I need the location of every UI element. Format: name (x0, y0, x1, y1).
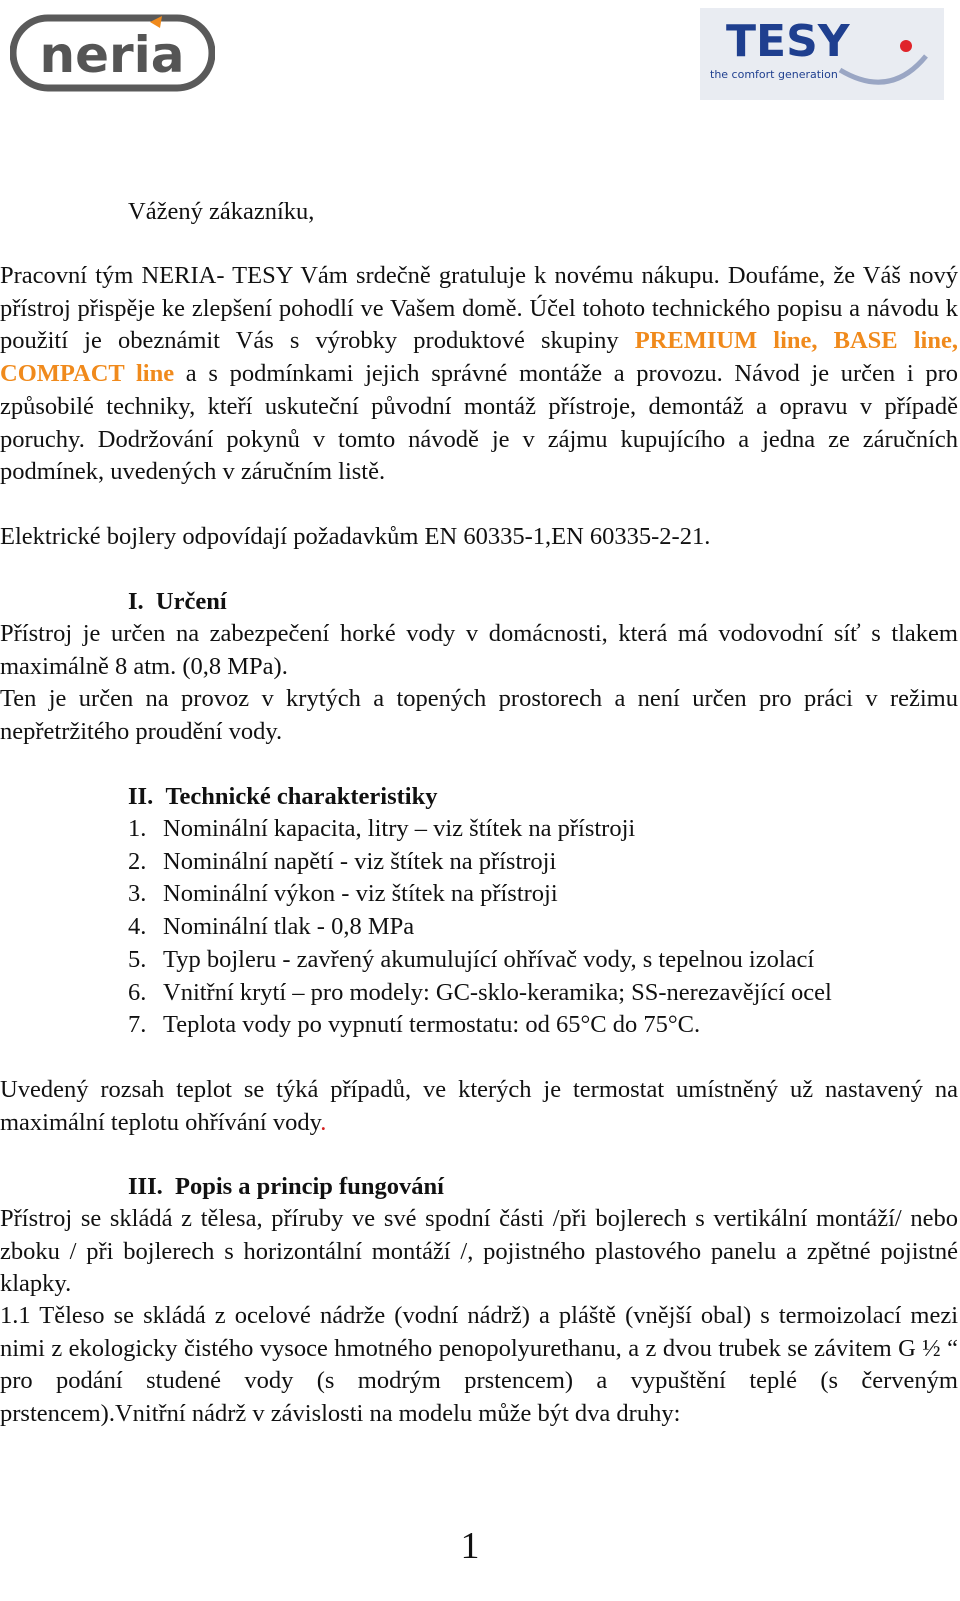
page-number: 1 (460, 1525, 480, 1567)
intro-text-b: a s podmínkami jejich správné montáže a provozu. Návod je určen i pro způsobilé techniky, kteří uskuteční původní montáž přístroje, demontáž a opravu v případě poruchy. Dodržování pokynů v tomto návodě je v zájmu kupujícího a jedna ze záručních podmínek, uvedených v záručním listě. (0, 360, 959, 486)
tesy-logo (700, 8, 944, 100)
section-2-title: Technické charakteristiky (165, 783, 438, 810)
section-1-paragraph-2: Ten je určen na provoz v krytých a topených prostorech a není určen pro práci v režimu nepřetržitého proudění vody. (0, 685, 958, 745)
section-3-title: Popis a princip fungování (174, 1173, 444, 1200)
section-3-paragraph-2: 1.1 Těleso se skládá z ocelové nádrže (vodní nádrž) a pláště (vnější obal) s termoizolací mezi nimi z ekologicky čistého vysoce hmotného penopolyurethanu, a z dvou trubek se závitem G ½ “ pro podání studené vody (s modrým prstencem) a vypuštění teplé (s červeným prstencem).Vnitřní nádrž v závislosti na modelu může být dva druhy: (0, 1302, 958, 1428)
list-item: 5. Typ bojleru - zavřený akumulující ohřívač vody, s tepelnou izolací (128, 945, 815, 973)
list-item: 6. Vnitřní krytí – pro modely: GC-sklo-keramika; SS-nerezavějící ocel (128, 978, 832, 1006)
product-lines: PREMIUM line, BASE line, COMPACT line (0, 327, 958, 388)
temperature-note-text: Uvedený rozsah teplot se týká případů, ve kterých je termostat umístněný už nastavený na maximální teplotu ohřívání vody (0, 1076, 958, 1136)
section-1-title: Určení (155, 588, 227, 615)
greeting: Vážený zákazníku, (128, 198, 315, 225)
intro-text-a: Pracovní tým NERIA- TESY Vám srdečně gratuluje k novému nákupu. Doufáme, že Váš nový přístroj přispěje ke zlepšení pohodlí ve Vašem domě. Účel tohoto technického popisu a návodu k použití je obeznámit Vás s výrobky produktové skupiny (0, 262, 958, 355)
section-1-paragraph-1: Přístroj je určen na zabezpečení horké vody v domácnosti, která má vodovodní síť s tlakem maximálně 8 atm. (0,8 MPa). (0, 620, 958, 680)
tesy-tagline: the comfort generation (710, 68, 838, 81)
section-1-heading (128, 586, 227, 618)
list-item: 3. Nominální výkon - viz štítek na přístroji (128, 880, 558, 908)
section-1-number: I. (128, 588, 144, 615)
list-item: 7. Teplota vody po vypnutí termostatu: od 65°C do 75°C. (128, 1011, 701, 1039)
section-2-heading (128, 781, 437, 813)
intro-paragraph (0, 260, 958, 489)
list-item: 4. Nominální tlak - 0,8 MPa (128, 913, 415, 941)
section-3-number: III. (128, 1173, 163, 1200)
tesy-logo-text: TESY (726, 16, 850, 67)
section-3-heading (128, 1171, 444, 1203)
standards-line: Elektrické bojlery odpovídají požadavkům EN 60335-1,EN 60335-2-21. (0, 523, 711, 550)
list-item: 2. Nominální napětí - viz štítek na přístroji (128, 847, 557, 875)
section-3-paragraph-1: Přístroj se skládá z tělesa, příruby ve své spodní části /při bojlerech s vertikální montáží/ nebo zboku / při bojlerech s horizontální montáží /, pojistného plastového panelu a zpětné pojistné klapky. (0, 1205, 958, 1298)
neria-logo-text: neria (39, 26, 185, 84)
temperature-note: Uvedený rozsah teplot se týká případů, ve kterých je termostat umístněný už nastavený na maximální teplotu ohřívání vody. (0, 1076, 958, 1136)
list-item: 1. Nominální kapacita, litry – viz štítek na přístroji (128, 815, 636, 842)
tech-specs-list (128, 813, 832, 1042)
section-2-number: II. (128, 783, 154, 810)
neria-logo (10, 12, 215, 94)
